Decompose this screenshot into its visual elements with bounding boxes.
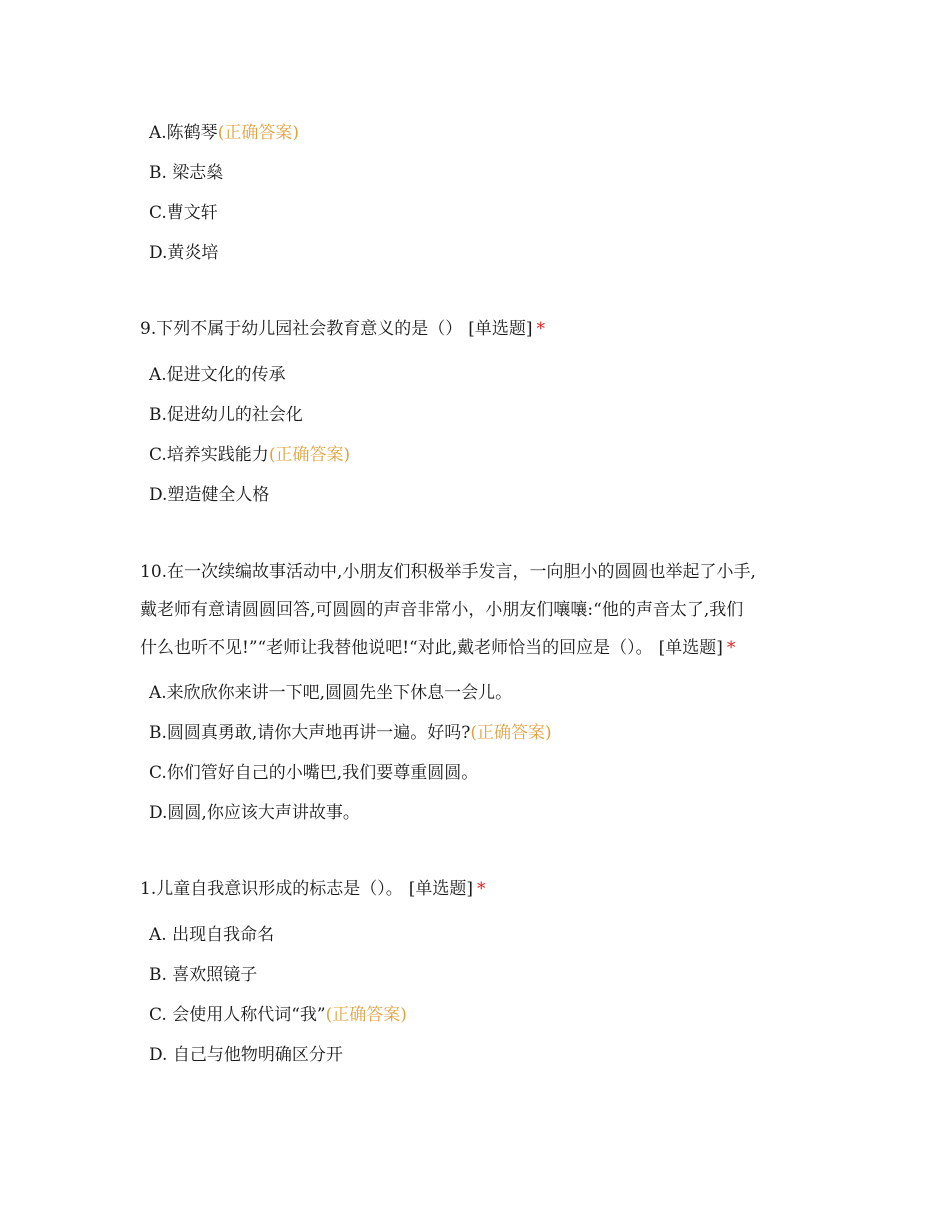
option-c — [149, 761, 478, 785]
question-type-tag: [单选题] — [468, 319, 533, 339]
option-b — [149, 403, 303, 427]
question-title-line-3 — [140, 629, 820, 667]
correct-answer-mark: (正确答案) — [268, 445, 351, 465]
correct-answer-mark: (正确答案) — [217, 123, 299, 143]
option-text: D. 自己与他物明确区分开 — [149, 1045, 343, 1065]
option-d — [149, 241, 218, 265]
option-text: C.你们管好自己的小嘴巴,我们要尊重圆圆。 — [149, 763, 479, 783]
option-c — [149, 201, 218, 225]
question-text: 10.在一次续编故事活动中,小朋友们积极举手发言，一向胆小的圆圆也举起了小手, — [140, 562, 756, 582]
option-a — [149, 923, 274, 947]
required-mark: * — [726, 638, 736, 658]
option-d — [149, 1043, 343, 1067]
option-text: B. 梁志燊 — [149, 163, 224, 183]
option-b — [149, 963, 257, 987]
option-c — [149, 443, 350, 467]
option-text: A. 出现自我命名 — [149, 925, 275, 945]
option-d — [149, 801, 360, 825]
question-title-line-2 — [140, 591, 820, 629]
option-text: D.黄炎培 — [149, 243, 219, 263]
option-text: C. 会使用人称代词“我” — [149, 1005, 326, 1025]
option-text: A.陈鹤琴 — [149, 123, 218, 143]
required-mark: * — [536, 319, 545, 339]
option-a — [149, 121, 299, 145]
question-title — [140, 870, 820, 908]
question-type-tag: [单选题] — [408, 879, 473, 899]
option-text: C.培养实践能力 — [149, 445, 269, 465]
option-d — [149, 483, 269, 507]
option-c — [149, 1003, 407, 1027]
question-type-tag: [单选题] — [658, 638, 723, 658]
question-text: 戴老师有意请圆圆回答,可圆圆的声音非常小，小朋友们嚷嚷:“他的声音太了,我们 — [140, 600, 744, 620]
question-title — [140, 310, 820, 348]
option-b — [149, 721, 552, 745]
correct-answer-mark: (正确答案) — [470, 723, 552, 743]
option-text: B.圆圆真勇敢,请你大声地再讲一遍。好吗? — [149, 723, 471, 743]
option-text: B.促进幼儿的社会化 — [149, 405, 303, 425]
question-text: 1.儿童自我意识形成的标志是（）。 — [140, 879, 403, 899]
question-title-line-1 — [140, 553, 820, 591]
option-a — [149, 681, 512, 705]
option-text: B. 喜欢照镜子 — [149, 965, 258, 985]
option-text: D.圆圆,你应该大声讲故事。 — [149, 803, 360, 823]
option-text: A.来欣欣你来讲一下吧,圆圆先坐下休息一会儿。 — [149, 683, 513, 703]
option-a — [149, 363, 286, 387]
question-text: 9.下列不属于幼儿园社会教育意义的是（） — [140, 319, 463, 339]
question-text: 什么也听不见!”“老师让我替他说吧!“对此,戴老师恰当的回应是（）。 — [140, 638, 653, 658]
option-text: C.曹文轩 — [149, 203, 218, 223]
option-text: D.塑造健全人格 — [149, 485, 270, 505]
correct-answer-mark: (正确答案) — [325, 1005, 407, 1025]
required-mark: * — [477, 879, 486, 899]
option-b — [149, 161, 223, 185]
option-text: A.促进文化的传承 — [149, 365, 286, 385]
